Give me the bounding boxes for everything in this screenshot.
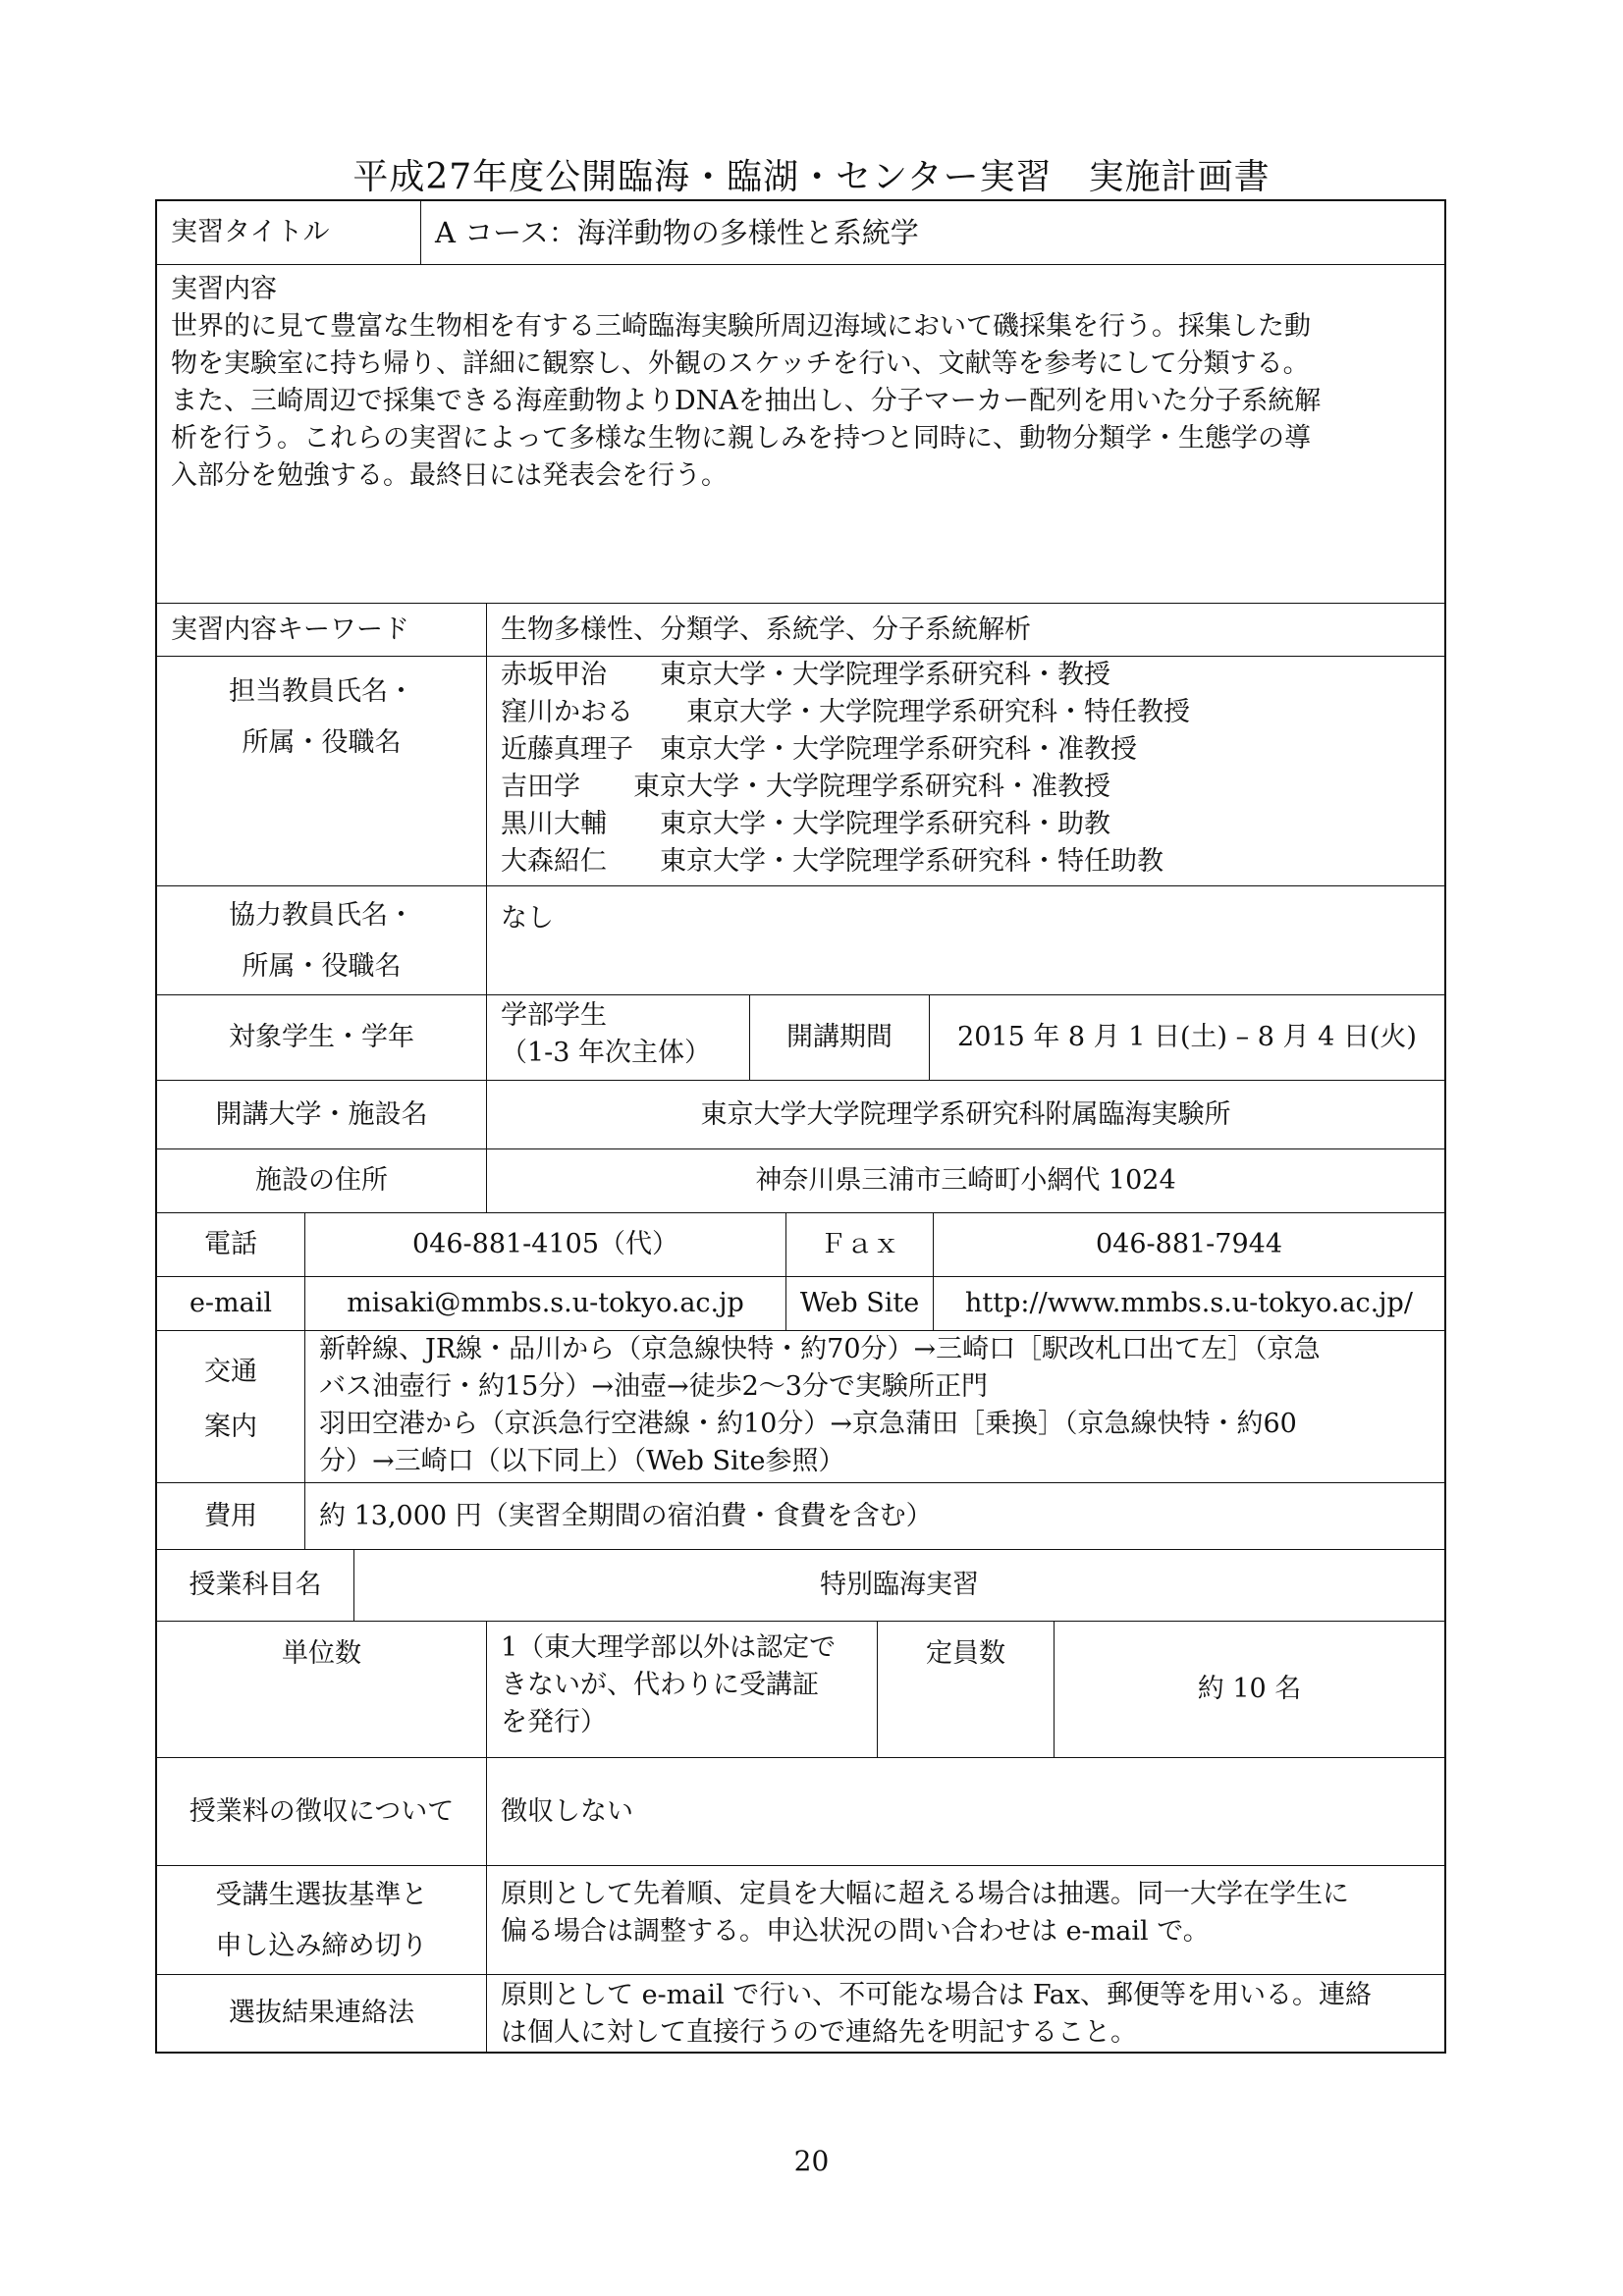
target-value: [486, 994, 749, 1080]
fee-label: 授業料の徴収について: [157, 1757, 486, 1865]
content-line: 物を実験室に持ち帰り、詳細に観察し、外観のスケッチを行い、文献等を参考にして分類する。: [171, 348, 1310, 379]
instructor-entry: 窪川かおる 東京大学・大学院理学系研究科・特任教授: [501, 697, 1190, 727]
period-label: 開講期間: [749, 994, 929, 1080]
access-label: [157, 1330, 304, 1482]
university-label: 開講大学・施設名: [157, 1080, 486, 1148]
access-text: [304, 1330, 1444, 1482]
credits-value: [486, 1621, 877, 1757]
cooperating-label-line: 協力教員氏名・: [229, 900, 414, 931]
content-cell: [157, 264, 1444, 603]
notification-label: 選抜結果連絡法: [157, 1974, 486, 2052]
content-line: 析を行う。これらの実習によって多様な生物に親しみを持つと同時に、動物分類学・生態学の導: [171, 423, 1311, 454]
university-value: 東京大学大学院理学系研究科附属臨海実験所: [486, 1080, 1444, 1148]
document-title: 平成27年度公開臨海・臨湖・センター実習 実施計画書: [352, 157, 1271, 197]
content-line: 世界的に見て豊富な生物相を有する三崎臨海実験所周辺海域において磯採集を行う。採集した動: [171, 311, 1311, 342]
subject-label: 授業科目名: [157, 1549, 353, 1621]
target-value-line: 学部学生: [501, 1000, 607, 1031]
content-label: 実習内容: [171, 274, 277, 304]
content-line: また、三崎周辺で採集できる海産動物よりDNAを抽出し、分子マーカー配列を用いた分子系統解: [171, 386, 1322, 416]
address-value: 神奈川県三浦市三崎町小網代 1024: [486, 1148, 1444, 1212]
keywords-label: 実習内容キーワード: [157, 603, 486, 656]
cost-value: 約 13,000 円（実習全期間の宿泊費・食費を含む）: [304, 1482, 1444, 1549]
instructor-entry: 赤坂甲治 東京大学・大学院理学系研究科・教授: [501, 660, 1110, 690]
notification-line: 原則として e-mail で行い、不可能な場合は Fax、郵便等を用いる。連絡: [501, 1980, 1373, 2010]
notification-text: [486, 1974, 1444, 2052]
selection-label-line: 受講生選抜基準と: [215, 1880, 428, 1910]
selection-text: [486, 1865, 1444, 1974]
credits-value-line: きないが、代わりに受講証: [501, 1670, 819, 1700]
instructors-label: [157, 656, 486, 885]
address-label: 施設の住所: [157, 1148, 486, 1212]
credits-label: 単位数: [157, 1621, 486, 1757]
fee-value: 徴収しない: [486, 1757, 1444, 1865]
selection-label: [157, 1865, 486, 1974]
access-line: バス油壺行・約15分）→油壺→徒歩2〜3分で実験所正門: [319, 1371, 988, 1402]
access-line: 分）→三崎口（以下同上）（Web Site参照）: [319, 1446, 845, 1476]
website-label: Web Site: [785, 1276, 933, 1330]
target-label: 対象学生・学年: [157, 994, 486, 1080]
selection-line: 偏る場合は調整する。申込状況の問い合わせは e-mail で。: [501, 1916, 1210, 1947]
capacity-value: 約 10 名: [1054, 1621, 1444, 1757]
course-title-value: A コース：海洋動物の多様性と系統学: [420, 201, 1444, 264]
selection-line: 原則として先着順、定員を大幅に超える場合は抽選。同一大学在学生に: [501, 1879, 1349, 1909]
website-value[interactable]: http://www.mmbs.s.u-tokyo.ac.jp/: [933, 1276, 1444, 1330]
period-value: 2015 年 8 月 1 日(土) – 8 月 4 日(火): [929, 994, 1444, 1080]
instructor-entry: 近藤真理子 東京大学・大学院理学系研究科・准教授: [501, 734, 1137, 765]
fax-label: Ｆａｘ: [785, 1212, 933, 1276]
cooperating-label: [157, 885, 486, 994]
instructor-entry: 吉田学 東京大学・大学院理学系研究科・准教授: [501, 772, 1110, 802]
access-line: 羽田空港から（京浜急行空港線・約10分）→京急蒲田［乗換］（京急線快特・約60: [319, 1409, 1297, 1439]
email-label: e-mail: [157, 1276, 304, 1330]
plan-table: [155, 199, 1446, 2054]
phone-value: 046-881-4105（代）: [304, 1212, 785, 1276]
cooperating-label-line: 所属・役職名: [242, 951, 402, 982]
cooperating-value: なし: [486, 885, 1444, 994]
instructor-entry: 黒川大輔 東京大学・大学院理学系研究科・助教: [501, 809, 1110, 839]
access-line: 新幹線、JR線・品川から（京急線快特・約70分）→三崎口［駅改札口出て左］（京急: [319, 1334, 1321, 1364]
capacity-label: 定員数: [877, 1621, 1054, 1757]
target-value-line: （1-3 年次主体）: [501, 1038, 712, 1068]
instructors-list: [486, 656, 1444, 885]
keywords-value: 生物多様性、分類学、系統学、分子系統解析: [486, 603, 1444, 656]
course-title-label: 実習タイトル: [171, 217, 330, 247]
selection-label-line: 申し込み締め切り: [215, 1931, 428, 1961]
content-line: 入部分を勉強する。最終日には発表会を行う。: [171, 460, 728, 491]
credits-value-line: を発行）: [501, 1707, 607, 1737]
instructors-label-line: 担当教員氏名・: [229, 676, 414, 707]
email-value[interactable]: misaki@mmbs.s.u-tokyo.ac.jp: [304, 1276, 785, 1330]
access-label-line: 交通: [204, 1357, 257, 1387]
subject-value: 特別臨海実習: [353, 1549, 1444, 1621]
page-number: 20: [793, 2145, 830, 2177]
instructors-label-line: 所属・役職名: [242, 727, 402, 758]
cost-label: 費用: [157, 1482, 304, 1549]
notification-line: は個人に対して直接行うので連絡先を明記すること。: [501, 2017, 1137, 2048]
credits-value-line: 1（東大理学部以外は認定で: [501, 1632, 837, 1663]
phone-label: 電話: [157, 1212, 304, 1276]
instructor-entry: 大森紹仁 東京大学・大学院理学系研究科・特任助教: [501, 846, 1163, 877]
access-label-line: 案内: [204, 1412, 257, 1442]
content-text: [171, 308, 1431, 495]
fax-value: 046-881-7944: [933, 1212, 1444, 1276]
